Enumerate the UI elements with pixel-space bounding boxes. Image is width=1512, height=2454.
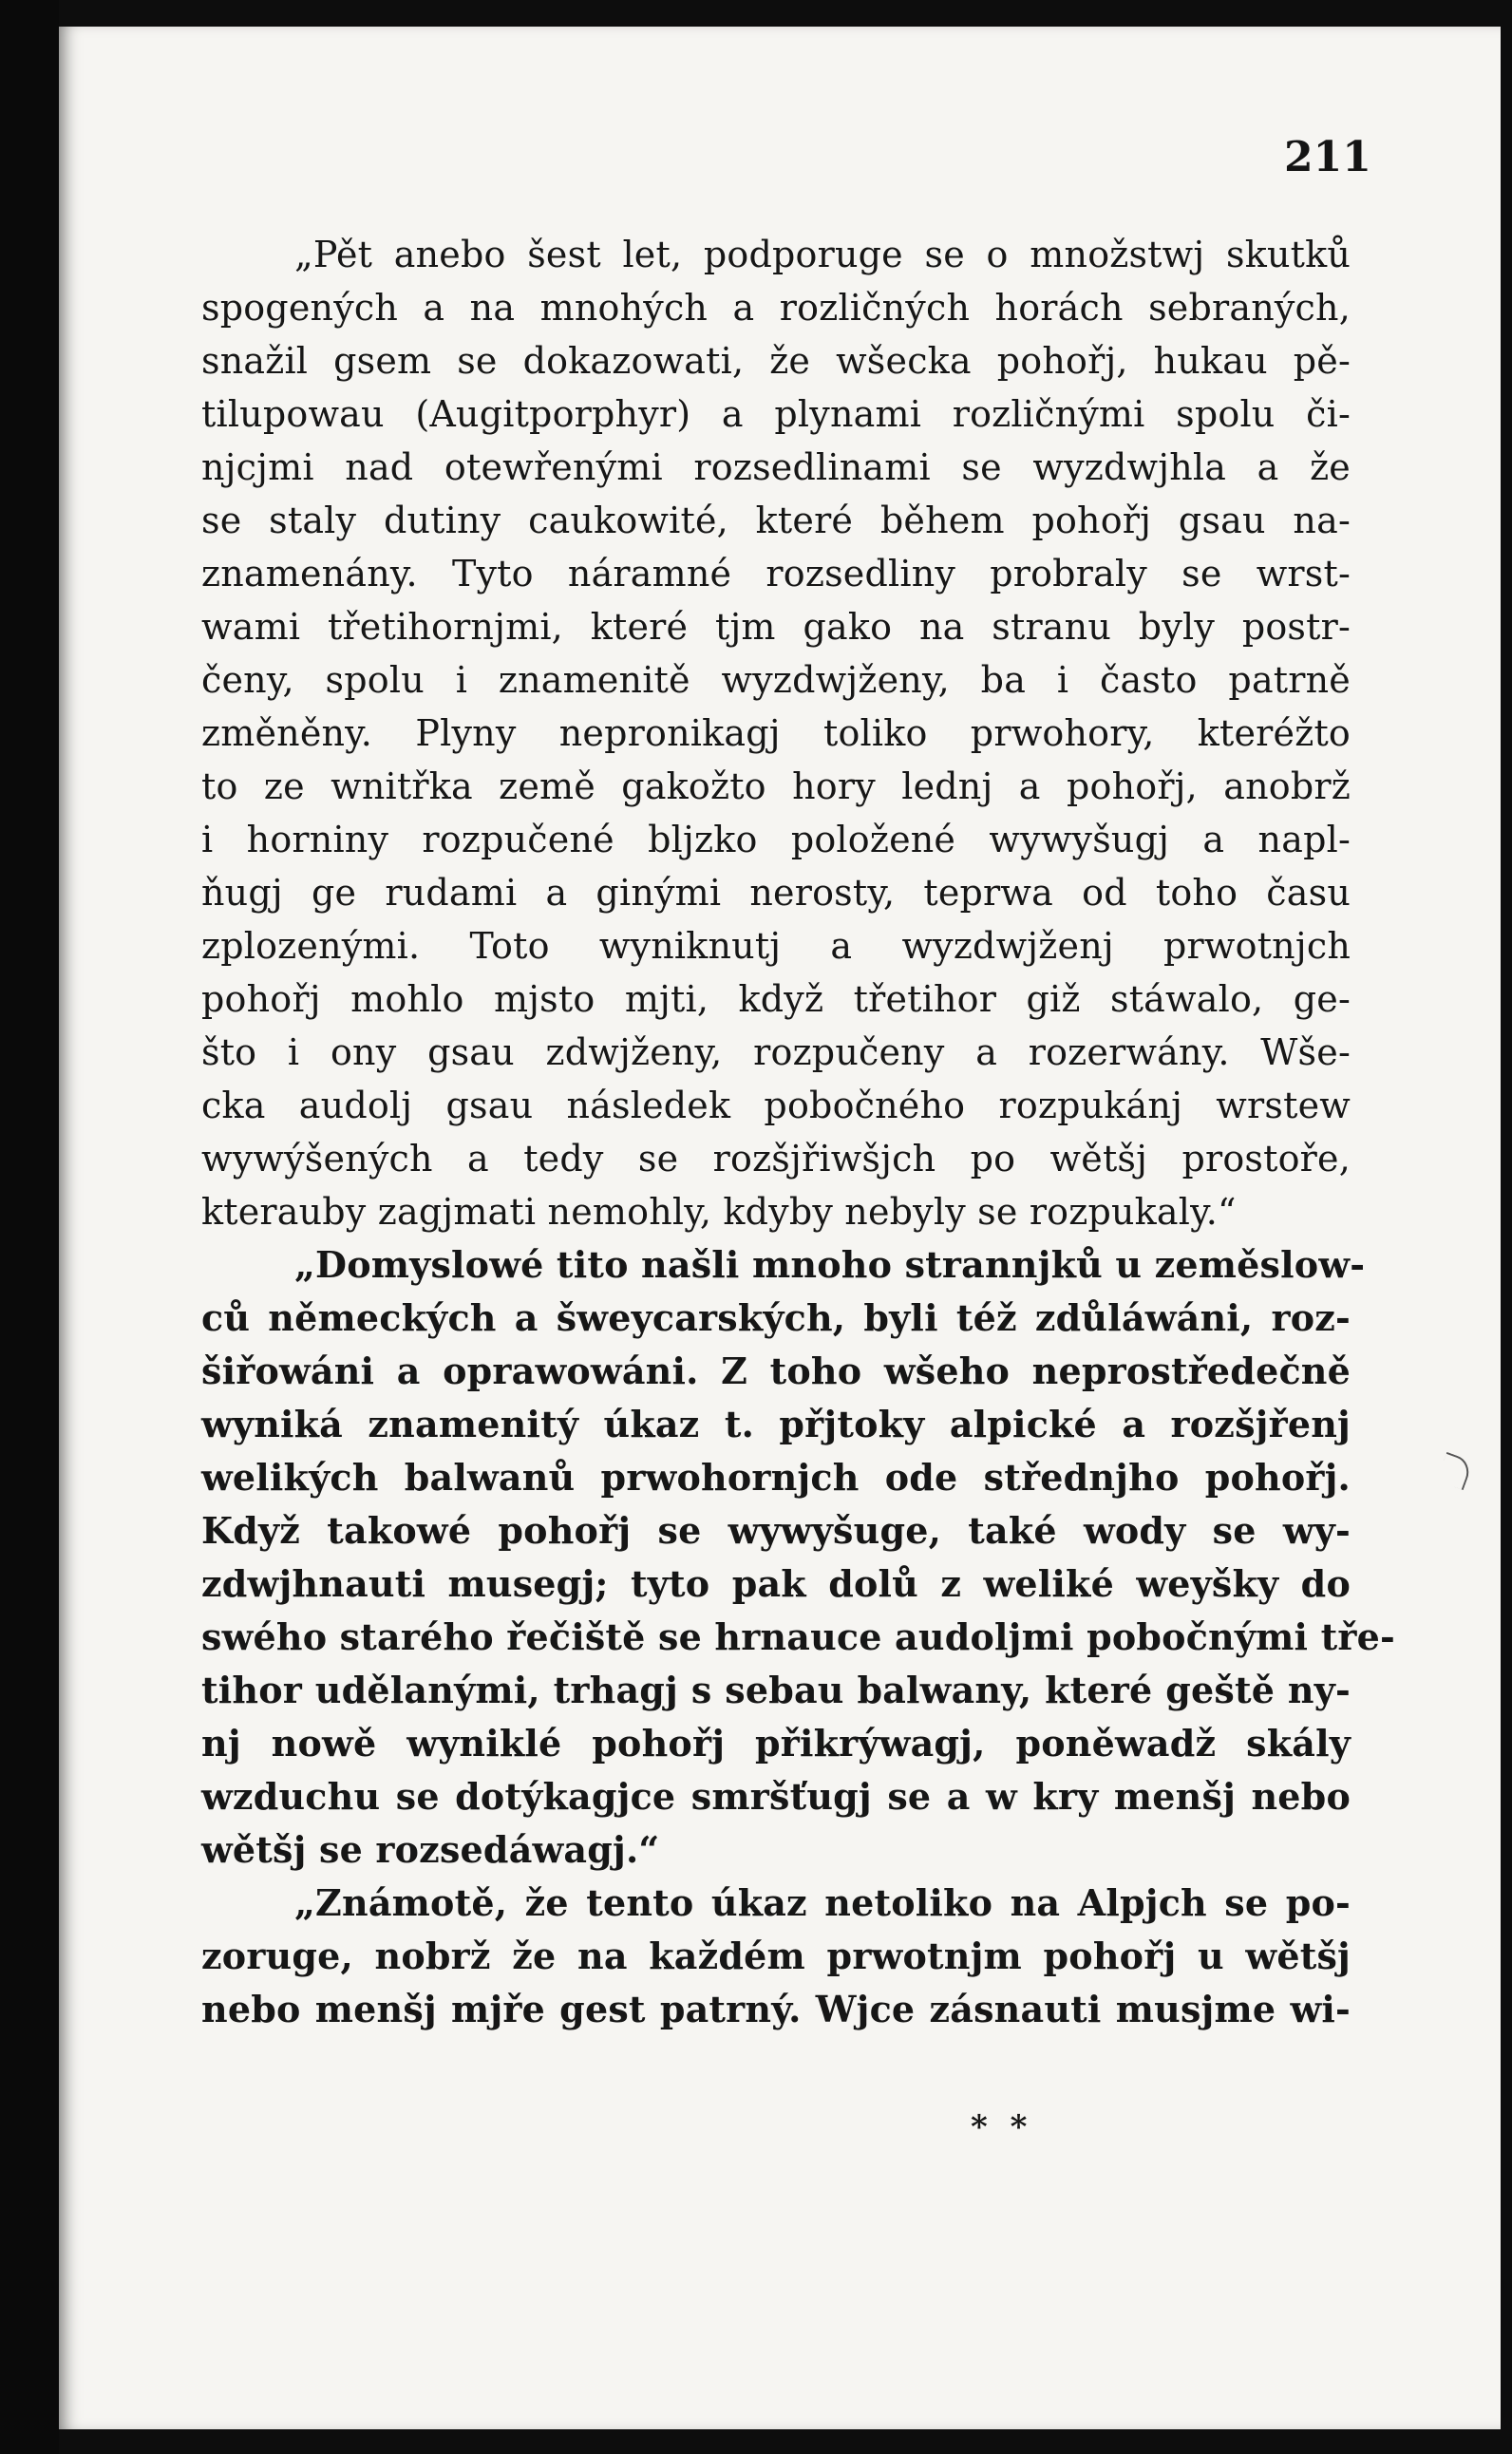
signature-mark: * * [971, 2108, 1033, 2146]
body-text [201, 228, 1395, 2036]
scan-border [0, 0, 59, 2454]
text-line: nebo menšj mjře gest patrný. Wjce zásnauti musjme wi- [201, 1988, 1351, 2030]
text-line: wami třetihornjmi, které tjm gako na stranu byly postr- [201, 606, 1351, 648]
text-line: što i ony gsau zdwjženy, rozpučeny a rozerwány. Wše- [201, 1031, 1351, 1073]
text-line: tilupowau (Augitporphyr) a plynami rozličnými spolu či- [201, 393, 1351, 435]
text-line: pohořj mohlo mjsto mjti, když třetihor giž stáwalo, ge- [201, 978, 1351, 1020]
text-line: zdwjhnauti musegj; tyto pak dolů z weliké weyšky do [201, 1562, 1351, 1605]
text-line: „Pět anebo šest let, podporuge se o množstwj skutků [294, 234, 1351, 275]
text-line: ců německých a šweycarských, byli též zdůláwáni, roz- [201, 1296, 1351, 1339]
text-line: znamenány. Tyto náramné rozsedliny probraly se wrst- [201, 553, 1351, 595]
text-line: tihor udělanými, trhagj s sebau balwany, které geště ny- [201, 1669, 1351, 1711]
text-line: čeny, spolu i znamenitě wyzdwjženy, ba i často patrně [201, 659, 1351, 701]
text-line: to ze wnitřka země gakožto hory lednj a pohořj, anobrž [201, 765, 1351, 807]
text-line: cka audolj gsau následek pobočného rozpukánj wrstew [201, 1085, 1351, 1126]
text-line: wzduchu se dotýkagjce smršťugj se a w kry menšj nebo [201, 1775, 1351, 1818]
text-line: wyniká znamenitý úkaz t. přjtoky alpické a rozšjřenj [201, 1403, 1351, 1445]
text-line: wětšj se rozsedáwagj.“ [201, 1828, 660, 1871]
margin-mark [1436, 1452, 1473, 1490]
text-line: i horniny rozpučené bljzko položené wywyšugj a napl- [201, 819, 1351, 860]
text-line: se staly dutiny caukowité, které během pohořj gsau na- [201, 500, 1351, 541]
page-number: 211 [1284, 133, 1371, 181]
text-line: zplozenými. Toto wyniknutj a wyzdwjženj prwotnjch [201, 925, 1351, 967]
text-line: snažil gsem se dokazowati, že wšecka pohořj, hukau pě- [201, 340, 1351, 382]
book-page [59, 27, 1501, 2429]
text-line: změněny. Plyny nepronikagj toliko prwohory, kteréžto [201, 712, 1351, 754]
text-line: nj nowě wyniklé pohořj přikrýwagj, poněwadž skály [201, 1722, 1351, 1765]
text-line: zoruge, nobrž že na každém prwotnjm pohořj u wětšj [201, 1935, 1351, 1977]
text-line: šiřowáni a oprawowáni. Z toho wšeho neprostředečně [201, 1350, 1351, 1392]
text-line: „Domyslowé tito našli mnoho strannjků u zeměslow- [294, 1243, 1366, 1286]
text-line: wywýšených a tedy se rozšjřiwšjch po wětšj prostoře, [201, 1138, 1351, 1180]
text-line: njcjmi nad otewřenými rozsedlinami se wyzdwjhla a že [201, 446, 1351, 488]
text-line: kterauby zagjmati nemohly, kdyby nebyly se rozpukaly.“ [201, 1191, 1237, 1233]
text-line: ňugj ge rudami a ginými nerosty, teprwa od toho času [201, 872, 1351, 914]
text-line: swého starého řečiště se hrnauce audoljmi pobočnými tře- [201, 1615, 1395, 1658]
text-line: welikých balwanů prwohornjch ode střednjho pohořj. [201, 1456, 1351, 1499]
text-line: Když takowé pohořj se wywyšuge, také wody se wy- [201, 1509, 1351, 1552]
text-line: spogených a na mnohých a rozličných horách sebraných, [201, 287, 1351, 329]
text-line: „Známotě, že tento úkaz netoliko na Alpjch se po- [294, 1881, 1351, 1924]
